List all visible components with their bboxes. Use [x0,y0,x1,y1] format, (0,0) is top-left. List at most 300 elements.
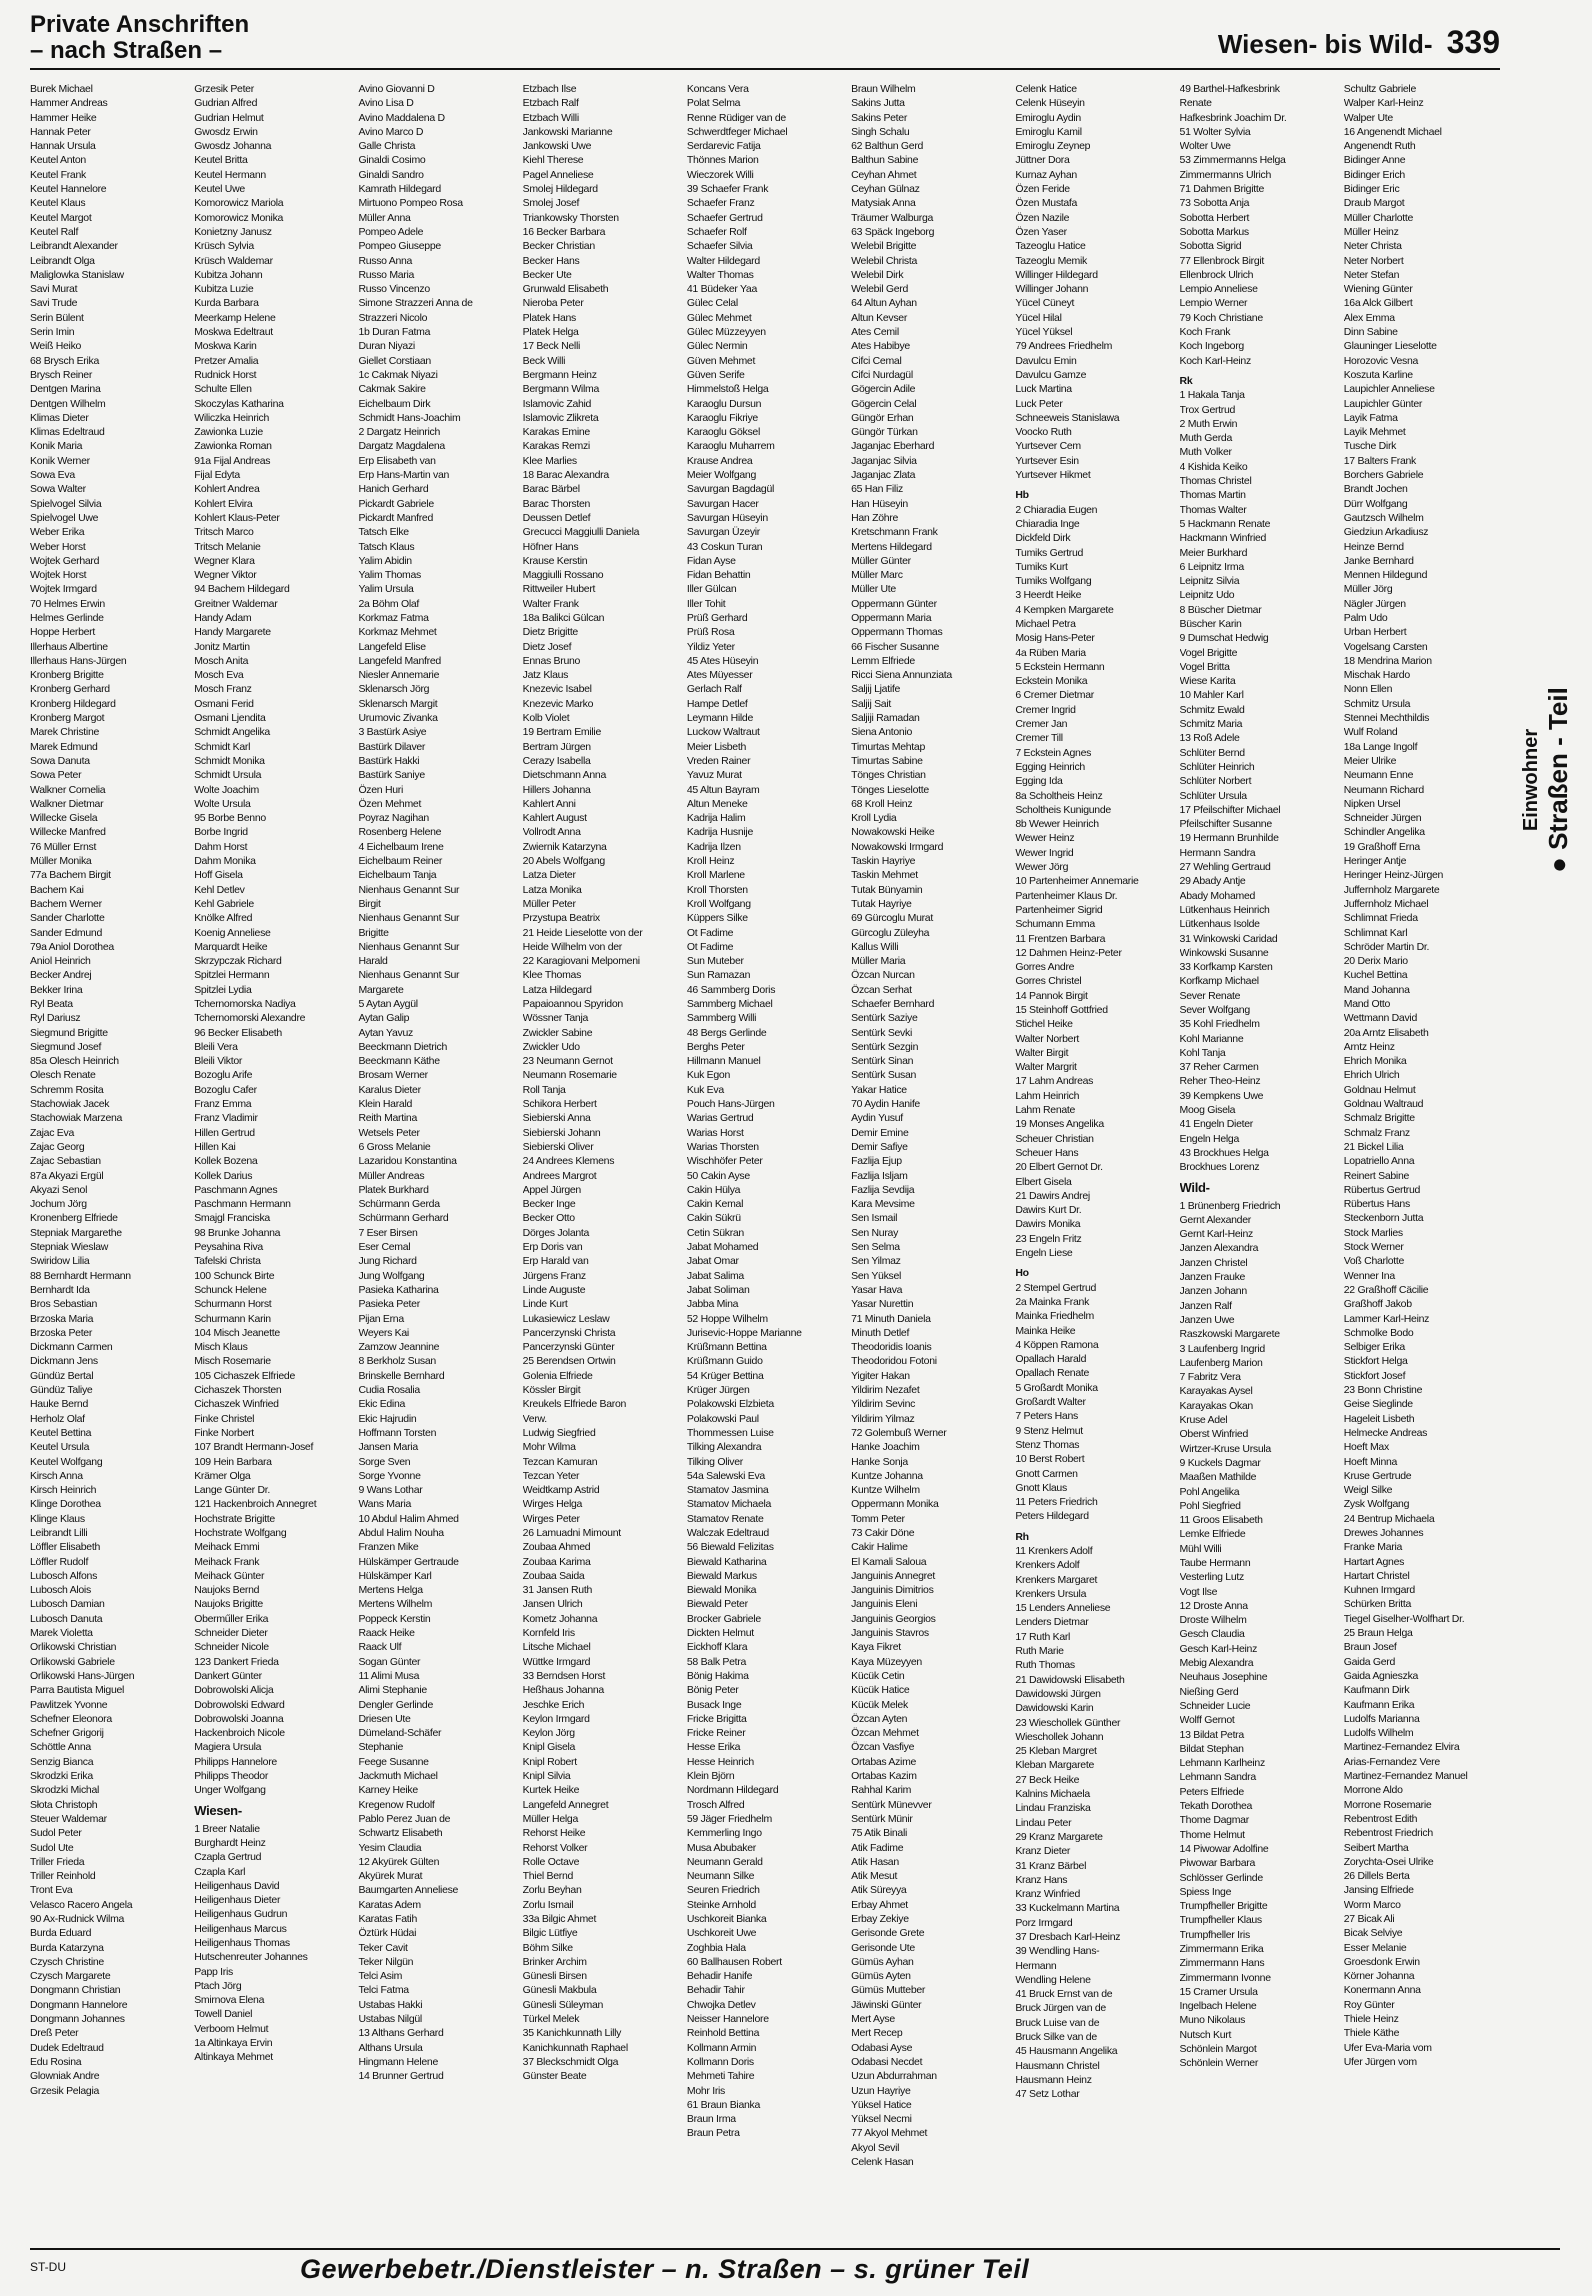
directory-entry: Kahlert August [522,812,587,825]
directory-entry: 77 Ellenbrock Birgit [1179,254,1265,267]
directory-entry: 52 Hoppe Wilhelm [686,1312,768,1325]
directory-entry: Karalus Dieter [358,1083,421,1096]
directory-entry: Walter Thomas [686,268,754,281]
directory-entry: Teker Nilgün [358,1955,414,1968]
directory-entry: 66 Fischer Susanne [851,640,940,653]
directory-entry: 23 Engeln Fritz [1015,1232,1082,1245]
directory-entry: 18 Mendrina Marion [1343,654,1432,667]
directory-entry: Küppers Silke [686,912,748,925]
directory-entry: Droste Wilhelm [1179,1614,1247,1627]
directory-entry: Scheuer Hans [1015,1146,1079,1159]
directory-entry: Braun Petra [686,2127,740,2140]
directory-entry: Heide Wilhelm von der [522,940,622,953]
directory-entry: Koch Frank [1179,326,1231,339]
directory-entry: Hermann Sandra [1179,846,1256,859]
directory-entry: Dongmann Hannelore [30,1998,128,2011]
directory-entry: Koenig Anneliese [194,926,271,939]
directory-entry: 79 Andrees Friedhelm [1015,340,1113,353]
directory-entry: Kalnins Michaela [1015,1788,1090,1801]
directory-entry: Dickmann Jens [30,1355,98,1368]
directory-entry: Steinke Arnhold [686,1898,756,1911]
directory-entry: Odabasi Necdet [851,2055,923,2068]
directory-entry: Singh Schalu [851,125,910,138]
directory-entry: Hammer Andreas [30,97,108,110]
directory-entry: Schefner Eleonora [30,1712,112,1725]
directory-entry: Mohr Wilma [522,1441,576,1454]
directory-entry: Sklenarsch Margit [358,697,438,710]
directory-entry: 7 Eser Birsen [358,1226,418,1239]
directory-entry: Schaefer Rolf [686,225,747,238]
directory-entry: Kruse Gertrude [1343,1469,1412,1482]
directory-entry: Warias Horst [686,1126,744,1139]
directory-entry: Paschmann Agnes [194,1183,278,1196]
directory-entry: Schmitz Ewald [1179,703,1245,716]
directory-entry: Cakmak Sakire [358,383,426,396]
directory-entry: Skrodzki Erika [30,1770,93,1783]
directory-entry: Ustabas Hakki [358,1998,423,2011]
directory-entry: Rittweiler Hubert [522,583,596,596]
directory-entry: Biewald Markus [686,1569,757,1582]
directory-entry: Thommessen Luise [686,1426,774,1439]
directory-entry: Özen Huri [358,783,404,796]
directory-entry: Siebierski Anna [522,1112,591,1125]
directory-entry: Kadrija Halim [686,812,746,825]
directory-entry: 2 Muth Erwin [1179,417,1238,430]
directory-entry: Meier Burkhard [1179,546,1248,559]
directory-entry: Kaya Müzeyyen [851,1655,922,1668]
directory-entry: Stennei Mechthildis [1343,712,1430,725]
directory-entry: Olesch Renate [30,1069,96,1082]
directory-entry: Pablo Perez Juan de [358,1812,451,1825]
directory-entry: 16 Angenendt Michael [1343,125,1442,138]
directory-entry: Margarete [358,983,404,996]
directory-entry: Kollek Bozena [194,1155,258,1168]
directory-entry: Schlüter Heinrich [1179,760,1255,773]
directory-entry: Schmidt Angelika [194,726,270,739]
directory-entry: Piwowar Barbara [1179,1857,1255,1870]
directory-entry: Poyraz Nagihan [358,812,429,825]
directory-entry: Lemm Elfriede [851,654,915,667]
directory-entry: Trosch Alfred [686,1798,745,1811]
directory-entry: Klinge Dorothea [30,1498,101,1511]
directory-entry: Müller Günter [851,554,911,567]
header-title-line2: – nach Straßen – [30,37,223,64]
directory-entry: Thomas Christel [1179,475,1252,488]
directory-entry: Karayakas Aysel [1179,1385,1253,1398]
directory-entry: 20 Elbert Gernot Dr. [1015,1161,1103,1174]
directory-entry: Kamrath Hildegard [358,183,441,196]
directory-entry: Ludolfs Wilhelm [1343,1727,1414,1740]
directory-entry: Janke Bernhard [1343,554,1414,567]
directory-entry: Wiening Günter [1343,283,1413,296]
directory-entry: Keutel Klaus [30,197,86,210]
directory-entry: Marek Violetta [30,1627,93,1640]
directory-entry: Trumpfheller Brigitte [1179,1900,1268,1913]
directory-entry: Serin Bülent [30,311,84,324]
directory-entry: Mebig Alexandra [1179,1657,1254,1670]
directory-entry: Kregenow Rudolf [358,1798,435,1811]
directory-entry: Kuhnen Irmgard [1343,1584,1415,1597]
directory-entry: Dudek Edeltraud [30,2041,104,2054]
directory-entry: Rehorst Heike [522,1827,586,1840]
directory-entry: Partenheimer Klaus Dr. [1015,889,1118,902]
directory-entry: Becker Christian [522,240,595,253]
directory-entry: Sander Edmund [30,926,102,939]
directory-entry: Elbert Gisela [1015,1175,1072,1188]
directory-entry: Zawionka Roman [194,440,272,453]
directory-entry: Yildirim Nezafet [851,1384,920,1397]
directory-entry: Thönnes Marion [686,154,759,167]
directory-entry: Yakar Hatice [851,1083,907,1096]
directory-entry: 58 Balk Petra [686,1655,747,1668]
directory-entry: Türkel Melek [522,2013,580,2026]
directory-entry: Schmidt Monika [194,754,265,767]
directory-entry: Klinge Klaus [30,1512,85,1525]
directory-entry: Pawlitzek Yvonne [30,1698,108,1711]
directory-entry: Emiroglu Aydin [1015,111,1081,124]
directory-entry: Savi Murat [30,283,78,296]
directory-entry: Voß Charlotte [1343,1255,1405,1268]
directory-entry: Kuntze Johanna [851,1469,923,1482]
directory-entry: Jonitz Martin [194,640,250,653]
directory-entry: Krämer Olga [194,1469,251,1482]
directory-entry: Rahhal Karim [851,1784,912,1797]
directory-entry: Morrone Rosemarie [1343,1798,1432,1811]
directory-entry: Raack Heike [358,1627,415,1640]
directory-entry: Skrodzki Michal [30,1784,100,1797]
directory-entry: Keutel Ursula [30,1441,90,1454]
directory-entry: Ingelbach Helene [1179,2000,1257,2013]
directory-entry: Gaida Agnieszka [1343,1669,1419,1682]
directory-entry: Yurtsever Hikmet [1015,469,1091,482]
directory-entry: Lubosch Damian [30,1598,105,1611]
directory-entry: 6 Cremer Dietmar [1015,689,1094,702]
directory-entry: Welebil Christa [851,254,918,267]
directory-entry: Urban Herbert [1343,626,1407,639]
directory-entry: Krause Andrea [686,454,753,467]
directory-entry: Atik Hasan [851,1855,899,1868]
directory-entry: Schwartz Elisabeth [358,1827,443,1840]
directory-entry: Müller Jörg [1343,583,1393,596]
directory-entry: Kuk Eva [686,1083,724,1096]
directory-entry: Ufer Eva-Maria vom [1343,2041,1432,2054]
directory-entry: Schneeweis Stanislawa [1015,411,1120,424]
directory-entry: Sobotta Markus [1179,225,1249,238]
directory-entry: Czysch Margarete [30,1970,111,1983]
directory-entry: Uschkoreit Uwe [686,1927,757,1940]
directory-entry: Oppermann Günter [851,597,937,610]
directory-entry: 17 Balters Frank [1343,454,1416,467]
directory-entry: Emiroglu Zeynep [1015,140,1091,153]
directory-entry: Lahm Renate [1015,1104,1076,1117]
directory-column [1344,82,1500,2237]
directory-entry: Schmitz Ursula [1343,697,1411,710]
directory-entry: Heiligenhaus Gudrun [194,1908,288,1921]
directory-entry: Spitzlei Hermann [194,969,270,982]
directory-entry: Schlösser Gerlinde [1179,1871,1263,1884]
directory-entry: Pancerzynski Günter [522,1341,615,1354]
directory-entry: Ruth Marie [1015,1645,1064,1658]
directory-entry: Schlüter Norbert [1179,775,1252,788]
directory-entry: Güngör Erhan [851,411,914,424]
directory-entry: 10 Partenheimer Annemarie [1015,875,1139,888]
directory-entry: Abady Mohamed [1179,889,1256,902]
directory-entry: Wiese Karita [1179,675,1236,688]
directory-entry: Lammer Karl-Heinz [1343,1312,1430,1325]
directory-column [687,82,843,2237]
directory-entry: Marek Christine [30,726,100,739]
directory-entry: Fijal Edyta [194,469,240,482]
directory-entry: Geise Sieglinde [1343,1398,1413,1411]
directory-entry: Knipl Gisela [522,1741,576,1754]
directory-entry: Jüttner Dora [1015,154,1070,167]
directory-entry: Strazzeri Nicolo [358,311,428,324]
directory-entry: Fricke Reiner [686,1727,746,1740]
directory-entry: Schlimnat Frieda [1343,912,1418,925]
directory-entry: Koch Karl-Heinz [1179,354,1251,367]
directory-entry: Luckow Waltraut [686,726,760,739]
directory-entry: Cakin Sükrü [686,1212,741,1225]
directory-entry: 100 Schunck Birte [194,1269,275,1282]
directory-entry: Karaoglu Fikriye [686,411,758,424]
directory-entry: Moskwa Karin [194,340,257,353]
directory-entry: Peters Hildegard [1015,1510,1089,1523]
directory-entry: Körner Johanna [1343,1970,1415,1983]
directory-entry: Müller Anna [358,211,411,224]
directory-entry: Hoppe Herbert [30,626,95,639]
directory-entry: Cetin Sükran [686,1226,744,1239]
directory-entry: Hafkesbrink Joachim Dr. [1179,111,1287,124]
directory-entry: Etzbach Ilse [522,83,577,95]
directory-entry: Steuer Waldemar [30,1812,107,1825]
directory-entry: 9 Wans Lothar [358,1484,423,1497]
directory-entry: 27 Wehling Gertraud [1179,861,1271,874]
directory-entry: 68 Kroll Heinz [851,797,913,810]
directory-entry: Yalim Ursula [358,583,414,596]
directory-entry: Walter Birgit [1015,1046,1069,1059]
directory-entry: Yurtsever Esin [1015,454,1079,467]
directory-entry: Kornfeld Iris [522,1627,575,1640]
directory-entry: Bruck Jürgen van de [1015,2002,1106,2015]
directory-entry: 2 Stempel Gertrud [1015,1281,1097,1294]
directory-entry: 20a Arntz Elisabeth [1343,1026,1429,1039]
directory-entry: Misch Klaus [194,1341,248,1354]
directory-entry: Schurmann Karin [194,1312,271,1325]
directory-entry: Schürmann Gerda [358,1198,440,1211]
directory-column [851,82,1007,2237]
directory-entry: Kranz Hans [1015,1873,1068,1886]
directory-entry: Janguinis Annegret [851,1569,936,1582]
directory-entry: 21 Dawirs Andrej [1015,1189,1090,1202]
directory-entry: Gerlach Ralf [686,683,742,696]
directory-entry: Han Zöhre [851,511,899,524]
directory-entry: Nowakowski Irmgard [851,840,944,853]
directory-entry: Ptach Jörg [194,1979,242,1992]
directory-entry: Wans Maria [358,1498,412,1511]
directory-entry: Goldnau Helmut [1343,1083,1416,1096]
directory-entry: Korfkamp Michael [1179,975,1259,988]
directory-entry: Zwickler Udo [522,1040,580,1053]
directory-entry: Ceyhan Gülnaz [851,183,920,196]
directory-entry: 16 Becker Barbara [522,225,606,238]
directory-entry: Kronenberg Elfriede [30,1212,118,1225]
directory-entry: 2 Dargatz Heinrich [358,426,440,439]
directory-entry: Klein Björn [686,1770,735,1783]
directory-entry: Kohlert Klaus-Peter [194,511,280,524]
directory-entry: Nienhaus Genannt Sur [358,883,460,896]
directory-entry: 45 Ates Hüseyin [686,654,759,667]
directory-entry: Hannak Ursula [30,140,96,153]
directory-entry: 11 Peters Friedrich [1015,1496,1098,1509]
directory-entry: Kurda Barbara [194,297,259,310]
directory-entry: Gerisonde Ute [851,1941,915,1954]
directory-entry: Lempio Anneliese [1179,283,1258,296]
directory-entry: Knipl Silvia [522,1770,571,1783]
directory-entry: 25 Kleban Margret [1015,1745,1097,1758]
directory-entry: 69 Gürcoglu Murat [851,912,933,925]
directory-entry: Wewer Ingrid [1015,846,1074,859]
directory-entry: Fazlija Isljam [851,1169,908,1182]
directory-entry: 19 Bertram Emilie [522,726,601,739]
directory-entry: Sudol Ute [30,1841,74,1854]
directory-entry: Aniol Heinrich [30,955,91,968]
directory-entry: 56 Biewald Felizitas [686,1541,774,1554]
directory-entry: Burek Michael [30,83,93,95]
directory-entry: Horozovic Vesna [1343,354,1419,367]
directory-entry: Tezcan Kamuran [522,1455,598,1468]
directory-entry: Reinert Sabine [1343,1169,1410,1182]
directory-entry: 46 Sammberg Doris [686,983,776,996]
directory-entry: 95 Borbe Benno [194,812,266,825]
directory-entry: Konik Werner [30,454,90,467]
directory-entry: 23 Neumann Gernot [522,1055,613,1068]
directory-entry: Tront Eva [30,1884,73,1897]
directory-entry: Illerhaus Hans-Jürgen [30,654,127,667]
directory-entry: Tönges Lieselotte [851,783,929,796]
directory-entry: Komorowicz Monika [194,211,284,224]
directory-entry: Latza Dieter [522,869,576,882]
directory-entry: 90 Ax-Rudnick Wilma [30,1913,125,1925]
directory-entry: Schaefer Silvia [686,240,753,253]
directory-entry: Lempio Werner [1179,297,1248,310]
directory-entry: Neumann Enne [1343,769,1414,782]
directory-entry: 1 Hakala Tanja [1179,389,1245,402]
directory-entry: Gudrian Helmut [194,111,264,124]
directory-entry: Ho [1015,1267,1029,1280]
directory-entry: Tiegel Giselher-Wolfhart Dr. [1343,1612,1465,1625]
directory-entry: Schneider Nicole [194,1641,269,1654]
directory-entry: Kranz Dieter [1015,1845,1071,1858]
directory-entry: Leipnitz Udo [1179,589,1235,602]
directory-entry: Ricci Siena Annunziata [851,669,952,682]
directory-entry: Warias Thorsten [686,1140,759,1153]
directory-entry: Linde Auguste [522,1283,586,1296]
directory-entry: Vollrodt Anna [522,826,581,839]
directory-entry: Engeln Liese [1015,1247,1073,1260]
directory-entry: Grecucci Maggiulli Daniela [522,526,640,539]
directory-entry: Bilgic Lütfiye [522,1927,578,1940]
directory-entry: Sentürk Sinan [851,1055,914,1068]
directory-entry: Lubosch Danuta [30,1612,103,1625]
directory-entry: Moskwa Edeltraut [194,326,273,339]
directory-entry: Graßhoff Jakob [1343,1298,1412,1311]
directory-entry: Egging Heinrich [1015,760,1085,773]
directory-entry: Sogan Günter [358,1655,421,1668]
directory-entry: Janzen Johann [1179,1285,1247,1298]
directory-entry: Lubosch Alfons [30,1569,98,1582]
directory-entry: Schmalz Brigitte [1343,1112,1415,1125]
directory-entry: Yalim Abidin [358,554,412,567]
directory-entry: Gernt Alexander [1179,1213,1251,1226]
directory-entry: Jeschke Erich [522,1698,585,1711]
directory-entry: Unger Wolfgang [194,1784,266,1797]
directory-entry: 17 Lahm Andreas [1015,1075,1094,1088]
directory-entry: Hillen Kai [194,1140,236,1153]
directory-entry: Siebierski Johann [522,1126,601,1139]
directory-entry: Martinez-Fernandez Elvira [1343,1741,1460,1754]
directory-entry: Cifci Cemal [851,354,902,367]
directory-entry: Laufenberg Marion [1179,1356,1263,1369]
directory-entry: Smolej Hildegard [522,183,598,196]
directory-entry: Zoubaa Karima [522,1555,591,1568]
directory-entry: Lubosch Alois [30,1584,91,1597]
directory-entry: 79a Aniol Dorothea [30,940,114,953]
directory-entry: Spitzlei Lydia [194,983,252,996]
directory-entry: Meier Ulrike [1343,754,1397,767]
directory-entry: Schönlein Werner [1179,2057,1259,2070]
directory-entry: Grunwald Elisabeth [522,283,609,296]
directory-entry: Triller Frieda [30,1855,85,1868]
directory-entry: 13 Roß Adele [1179,732,1240,745]
directory-entry: Schremm Rosita [30,1083,104,1096]
directory-entry: Becker Hans [522,254,580,267]
directory-entry: Ellenbrock Ulrich [1179,268,1254,281]
directory-entry: Yüksel Necmi [851,2113,912,2126]
directory-entry: Wischhöfer Peter [686,1155,763,1168]
directory-entry: Hampe Detlef [686,697,748,710]
directory-entry: Althans Ursula [358,2041,423,2054]
directory-entry: Spielvogel Uwe [30,511,99,524]
directory-entry: 49 Barthel-Hafkesbrink [1179,83,1280,95]
directory-entry: Gaida Gerd [1343,1655,1396,1668]
directory-entry: Kirsch Heinrich [30,1484,97,1497]
directory-entry: Tchernomorska Nadiya [194,998,296,1010]
directory-entry: 9 Kuckels Dagmar [1179,1456,1261,1469]
directory-entry: 71 Dahmen Brigitte [1179,183,1265,196]
directory-entry: Siena Antonio [851,726,913,739]
directory-entry: Balthun Sabine [851,154,919,167]
directory-entry: Iller Gülcan [686,583,737,596]
directory-entry: Nienhaus Genannt Sur [358,940,460,953]
directory-entry: Brockhues Lorenz [1179,1161,1260,1174]
directory-entry: 12 Akyürek Gülten [358,1855,440,1868]
directory-entry: Ates Cemil [851,326,899,339]
directory-entry: Hauke Bernd [30,1398,88,1411]
directory-entry: Alex Emma [1343,311,1395,324]
directory-entry: Fidan Behattin [686,569,751,582]
directory-entry: Krause Kerstin [522,554,588,567]
directory-entry: Kuk Egon [686,1069,731,1082]
directory-entry: Hb [1015,489,1029,502]
directory-entry: Thiel Bernd [522,1870,574,1883]
directory-entry: Kollmann Armin [686,2041,757,2054]
directory-entry: 3 Heerdt Heike [1015,589,1082,602]
directory-entry: Thomas Walter [1179,503,1247,516]
directory-entry: Seibert Martha [1343,1841,1409,1854]
directory-entry: Muno Nikolaus [1179,2014,1246,2027]
directory-entry: Karaoglu Dursun [686,397,762,410]
directory-entry: Karaoglu Muharrem [686,440,775,453]
